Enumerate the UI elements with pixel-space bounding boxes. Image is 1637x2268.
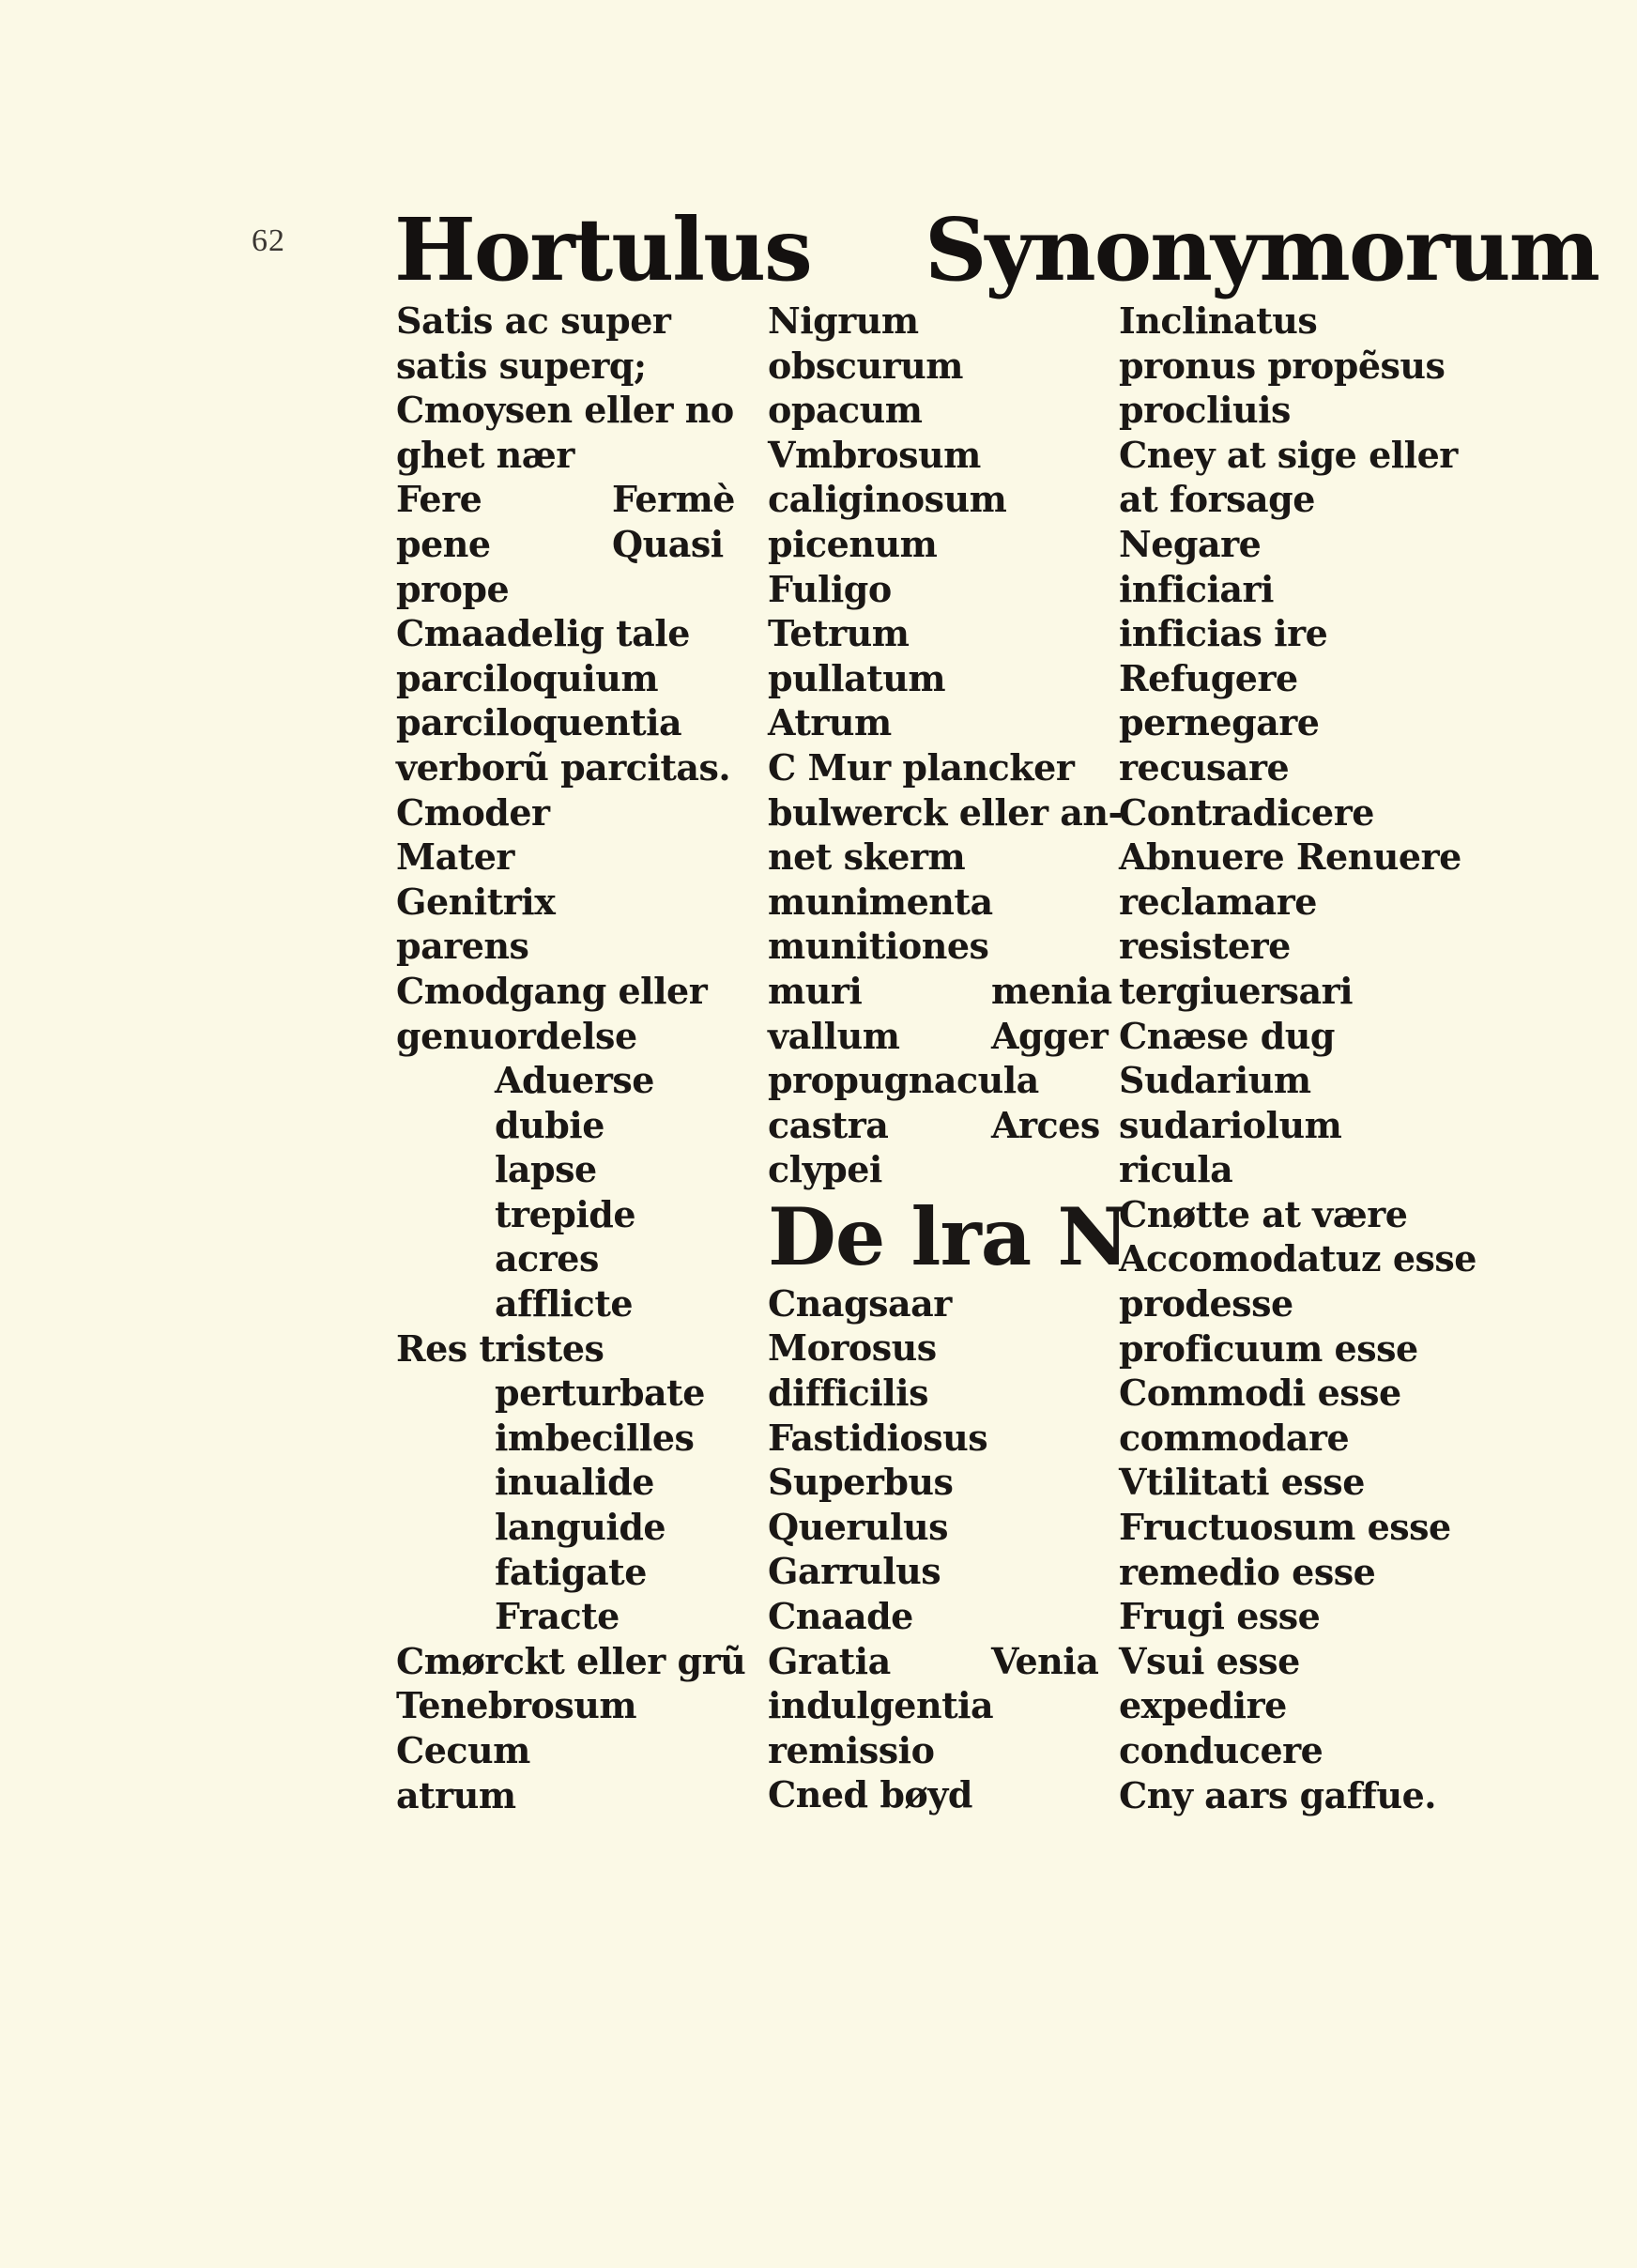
title-synonymorum: Synonymorum: [925, 199, 1599, 300]
line-text: inficiari: [1119, 567, 1274, 610]
line-text: Refugere: [1119, 656, 1298, 699]
line-second-text: Venia: [991, 1639, 1099, 1682]
line-text: castra: [768, 1103, 889, 1146]
text-line: [396, 1236, 762, 1281]
text-line: [768, 1371, 1115, 1416]
text-line: [396, 388, 762, 433]
line-text: proficuum esse: [1119, 1326, 1418, 1370]
line-text: conducere: [1119, 1729, 1323, 1771]
text-line: [396, 522, 762, 567]
text-line: [768, 656, 1115, 701]
line-text: verborũ parcitas.: [396, 745, 731, 789]
line-text: Res tristes: [396, 1326, 604, 1370]
text-line: [396, 969, 762, 1014]
line-text: Cecum: [396, 1729, 530, 1771]
text-line: [1119, 611, 1476, 656]
line-text: Cnagsaar: [768, 1281, 952, 1325]
line-text: parciloquentia: [396, 701, 682, 744]
text-line: [768, 924, 1115, 969]
line-text: net skerm: [768, 835, 966, 879]
text-line: [1119, 522, 1476, 567]
text-line: [396, 924, 762, 969]
line-text: perturbate: [495, 1372, 705, 1415]
text-line: [768, 1103, 1115, 1148]
line-text: fatigate: [495, 1550, 647, 1593]
text-line: [1119, 880, 1476, 925]
line-second-text: Arces: [991, 1103, 1100, 1146]
text-line: [768, 299, 1115, 344]
line-text: resistere: [1119, 925, 1291, 968]
line-text: Fracte: [495, 1595, 620, 1638]
line-text: pernegare: [1119, 701, 1320, 744]
text-line: [396, 835, 762, 880]
line-text: remissio: [768, 1728, 935, 1771]
line-text: Cney at sige eller: [1119, 433, 1458, 476]
line-text: Cned bøyd: [768, 1773, 972, 1816]
line-text: Cny aars gaffue.: [1119, 1773, 1436, 1816]
line-second-text: menia: [991, 969, 1112, 1012]
line-text: Morosus: [768, 1326, 937, 1370]
text-line: [396, 1460, 762, 1505]
text-line: [396, 656, 762, 701]
text-line: [768, 880, 1115, 925]
text-line: [768, 969, 1115, 1014]
text-line: [396, 1147, 762, 1192]
line-text: at forsage: [1119, 478, 1315, 521]
line-text: Commodi esse: [1119, 1372, 1401, 1415]
line-text: indulgentia: [768, 1684, 994, 1727]
line-text: afflicte: [495, 1282, 634, 1326]
line-text: lapse: [495, 1148, 597, 1191]
line-text: tergiuersari: [1119, 969, 1354, 1012]
text-line: [768, 1014, 1115, 1059]
line-text: Genitrix: [396, 880, 556, 923]
line-text: Cmoder: [396, 790, 550, 834]
line-text: imbecilles: [495, 1416, 695, 1459]
text-line: [396, 880, 762, 925]
text-line: [1119, 1326, 1476, 1372]
text-line: [1119, 790, 1476, 835]
line-text: vallum: [768, 1014, 900, 1057]
line-text: Cnæse dug: [1119, 1014, 1335, 1057]
line-text: commodare: [1119, 1416, 1350, 1459]
line-text: recusare: [1119, 745, 1290, 789]
text-line: [396, 1416, 762, 1461]
text-line: [396, 1371, 762, 1416]
line-text: Cmørckt eller grũ: [396, 1639, 746, 1682]
text-line: [1119, 924, 1476, 969]
line-text: Gratia: [768, 1639, 891, 1682]
line-text: munitiones: [768, 925, 989, 968]
text-line: [768, 745, 1115, 790]
line-text: trepide: [495, 1192, 636, 1235]
line-text: Vmbrosum: [768, 433, 981, 476]
text-line: [768, 1281, 1115, 1326]
text-line: [396, 567, 762, 612]
line-text: Atrum: [768, 701, 892, 744]
text-line: [1119, 1505, 1476, 1550]
line-text: sudariolum: [1119, 1103, 1342, 1146]
line-text: Superbus: [768, 1461, 954, 1504]
text-line: [1119, 656, 1476, 701]
text-line: [768, 1639, 1115, 1684]
line-second-text: Fermè: [612, 478, 735, 521]
text-line: [1119, 1639, 1476, 1684]
line-text: Fuligo: [768, 567, 892, 610]
text-line: [768, 790, 1123, 835]
text-line: [768, 1416, 1115, 1461]
line-text: bulwerck eller an-: [768, 790, 1123, 834]
text-line: [1119, 567, 1476, 612]
text-line: [1119, 1192, 1476, 1237]
column-1: [396, 299, 762, 1817]
line-text: opacum: [768, 389, 923, 432]
text-line: [1119, 1594, 1476, 1639]
text-line: [396, 1594, 762, 1639]
text-line: [768, 700, 1115, 745]
line-text: Cnaade: [768, 1595, 913, 1638]
text-line: [396, 1550, 762, 1595]
line-text: Cnøtte at være: [1119, 1192, 1408, 1235]
text-line: [768, 1772, 1115, 1817]
text-line: [396, 745, 762, 790]
text-line: [1119, 1236, 1476, 1281]
line-text: procliuis: [1119, 389, 1291, 432]
text-line: [768, 1326, 1115, 1371]
text-line: [1119, 1058, 1476, 1103]
text-line: [1119, 1683, 1476, 1728]
line-text: Contradicere: [1119, 790, 1374, 834]
line-text: Cmaadelig tale: [396, 612, 690, 655]
line-text: reclamare: [1119, 880, 1317, 923]
text-line: [396, 1728, 762, 1773]
line-text: prodesse: [1119, 1282, 1293, 1326]
line-text: expedire: [1119, 1684, 1287, 1727]
text-line: [1119, 433, 1476, 478]
text-line: [1119, 700, 1476, 745]
text-line: [1119, 1773, 1476, 1818]
line-text: Vsui esse: [1119, 1639, 1300, 1682]
text-line: [396, 1014, 762, 1059]
line-text: Garrulus: [768, 1550, 941, 1593]
page-number: 62: [252, 223, 285, 258]
line-text: atrum: [396, 1773, 516, 1816]
line-text: Cmoysen eller no: [396, 389, 734, 432]
line-text: C Mur plancker: [768, 745, 1075, 789]
text-line: [1119, 477, 1476, 522]
line-text: remedio esse: [1119, 1550, 1376, 1593]
line-text: languide: [495, 1506, 666, 1549]
column-3: [1119, 299, 1476, 1817]
column-2: [768, 299, 1129, 1817]
line-text: parciloquium: [396, 656, 659, 699]
text-line: [768, 1505, 1115, 1550]
line-text: Tetrum: [768, 612, 910, 655]
column-2-bottom-list: [768, 1281, 1115, 1817]
line-text: Cmodgang eller: [396, 969, 708, 1012]
line-text: acres: [495, 1237, 599, 1280]
line-text: muri: [768, 969, 863, 1012]
line-text: Fructuosum esse: [1119, 1506, 1451, 1549]
text-line: [768, 477, 1115, 522]
line-text: Abnuere Renuere: [1119, 835, 1461, 879]
text-line: [1119, 835, 1476, 880]
text-line: [396, 1326, 762, 1372]
line-text: obscurum: [768, 344, 963, 387]
text-line: [396, 1505, 762, 1550]
line-text: Nigrum: [768, 299, 919, 342]
text-line: [768, 344, 1115, 389]
line-text: caliginosum: [768, 478, 1007, 521]
line-text: Tenebrosum: [396, 1684, 637, 1727]
line-text: Vtilitati esse: [1119, 1461, 1365, 1504]
text-line: [1119, 299, 1476, 344]
text-line: [396, 1103, 762, 1148]
text-line: [396, 1639, 762, 1684]
text-line: [396, 1192, 762, 1237]
line-text: Mater: [396, 835, 514, 879]
line-text: prope: [396, 567, 510, 610]
text-line: [768, 1058, 1115, 1103]
line-text: Inclinatus: [1119, 299, 1318, 342]
line-text: Frugi esse: [1119, 1595, 1321, 1638]
text-line: [1119, 1371, 1476, 1416]
text-line: [396, 1683, 762, 1728]
line-second-text: Agger: [991, 1014, 1109, 1057]
line-text: Fastidiosus: [768, 1416, 988, 1459]
text-line: [768, 1460, 1115, 1505]
line-text: Satis ac super: [396, 299, 671, 342]
line-text: Querulus: [768, 1505, 949, 1548]
text-line: [1119, 1460, 1476, 1505]
text-line: [396, 790, 762, 835]
text-line: [396, 700, 762, 745]
text-line: [768, 1683, 1115, 1728]
text-line: [1119, 388, 1476, 433]
text-line: [768, 1594, 1115, 1639]
line-text: Sudarium: [1119, 1059, 1311, 1102]
text-line: [1119, 1014, 1476, 1059]
text-line: [396, 477, 762, 522]
text-line: [1119, 969, 1476, 1014]
text-line: [1119, 1728, 1476, 1773]
line-text: parens: [396, 925, 529, 968]
text-line: [768, 522, 1115, 567]
line-text: clypei: [768, 1148, 882, 1191]
text-line: [1119, 1416, 1476, 1461]
line-text: inualide: [495, 1461, 654, 1504]
text-line: [1119, 745, 1476, 790]
text-line: [396, 1773, 762, 1818]
section-heading: De lra N: [768, 1189, 1129, 1283]
text-line: [768, 611, 1115, 656]
line-text: difficilis: [768, 1372, 928, 1415]
text-line: [768, 433, 1115, 478]
line-text: ricula: [1119, 1148, 1233, 1191]
line-text: satis superq;: [396, 344, 647, 387]
text-line: [1119, 1147, 1476, 1192]
text-line: [768, 835, 1115, 880]
line-text: pronus propẽsus: [1119, 344, 1446, 387]
column-2-top-list: [768, 299, 1123, 1192]
line-text: dubie: [495, 1103, 604, 1146]
text-line: [768, 1549, 1115, 1594]
text-line: [768, 388, 1115, 433]
line-text: propugnacula: [768, 1059, 1039, 1102]
line-text: munimenta: [768, 880, 993, 923]
text-line: [396, 344, 762, 389]
title-hortulus: Hortulus: [394, 199, 811, 300]
line-text: genuordelse: [396, 1014, 637, 1057]
text-line: [396, 299, 762, 344]
line-text: pene: [396, 522, 491, 565]
text-line: [396, 611, 762, 656]
text-line: [1119, 1103, 1476, 1148]
line-text: picenum: [768, 522, 938, 565]
text-line: [768, 1147, 1115, 1192]
line-text: pullatum: [768, 656, 946, 699]
text-line: [1119, 1550, 1476, 1595]
line-text: inficias ire: [1119, 612, 1328, 655]
text-line: [396, 1058, 762, 1103]
line-text: Negare: [1119, 522, 1262, 565]
line-text: ghet nær: [396, 433, 574, 476]
line-text: Aduerse: [495, 1059, 654, 1102]
text-line: [768, 567, 1115, 612]
text-line: [396, 1281, 762, 1326]
text-line: [396, 433, 762, 478]
line-second-text: Quasi: [612, 522, 724, 565]
text-line: [1119, 344, 1476, 389]
text-line: [1119, 1281, 1476, 1326]
line-text: Fere: [396, 478, 482, 521]
text-line: [768, 1728, 1115, 1773]
line-text: Accomodatuz esse: [1119, 1237, 1476, 1280]
